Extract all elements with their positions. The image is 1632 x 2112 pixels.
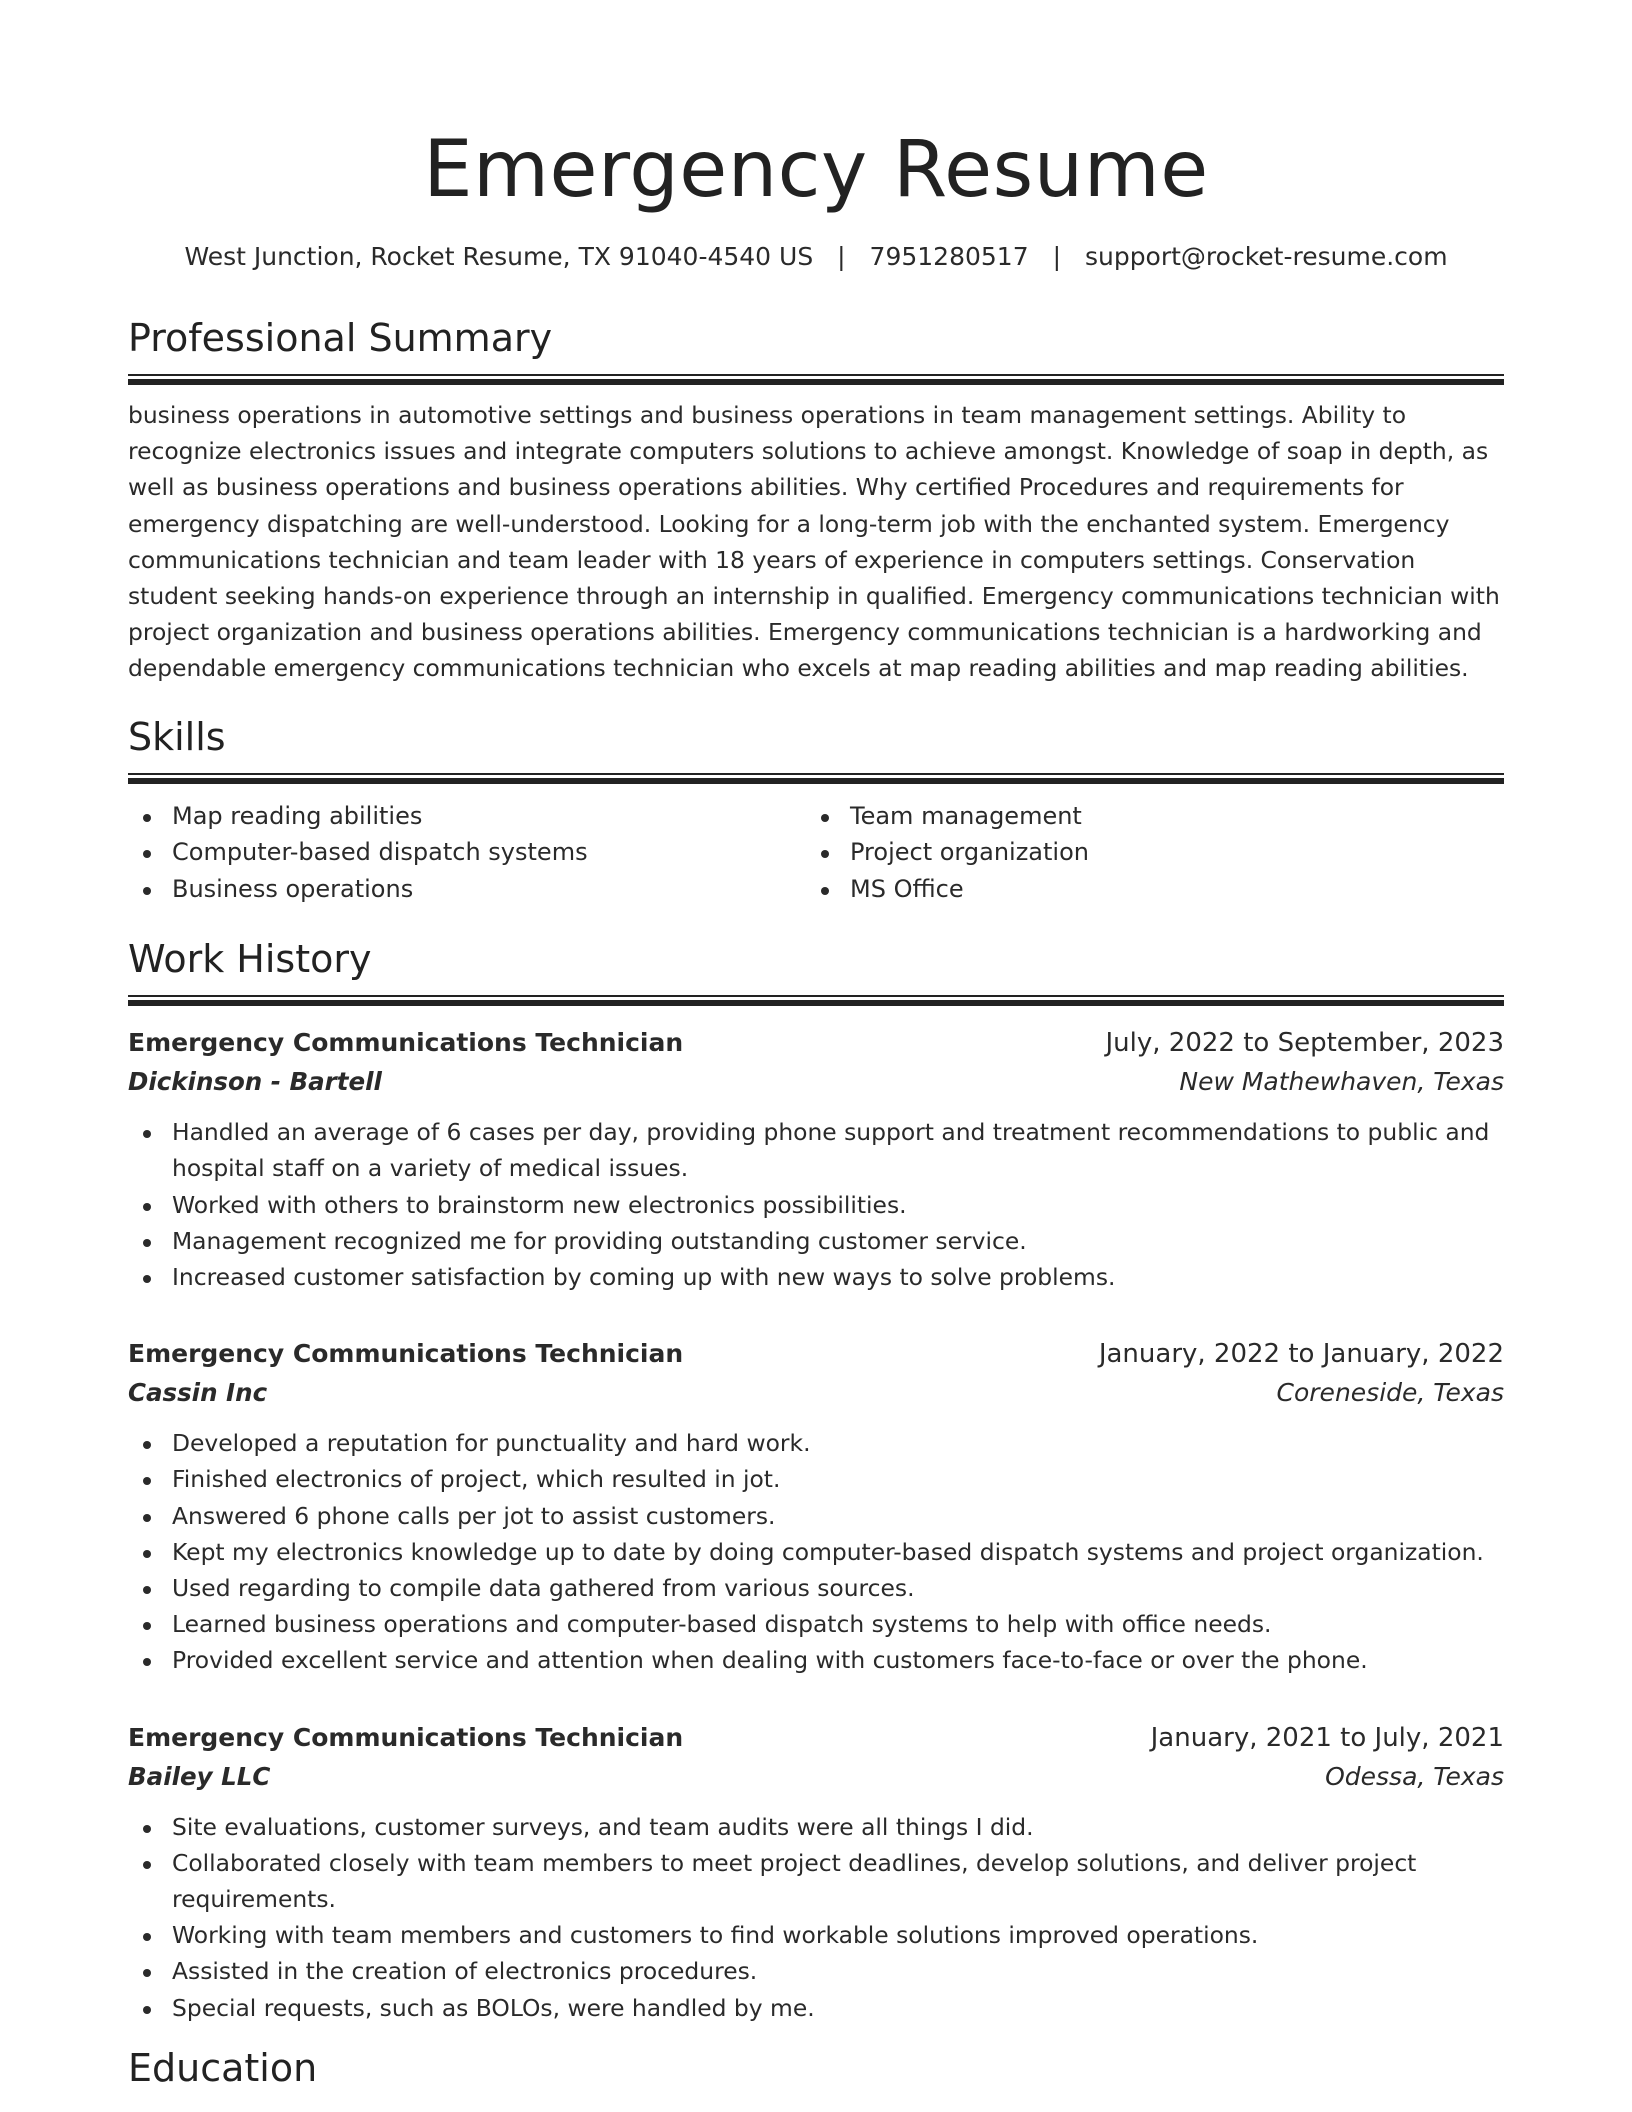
- job-bullet: Handled an average of 6 cases per day, providing phone support and treatment recommendations to public and hospital staff on a variety of medical issues.: [172, 1114, 1504, 1186]
- job-bullet: Management recognized me for providing outstanding customer service.: [172, 1223, 1504, 1259]
- summary-text: business operations in automotive settings and business operations in team management settings. Ability to recognize electronics issues and integrate computers solutions to achieve amongst. Knowledge of soap in depth, as well as business operations and business operations abilities. Why certified Procedures and requirements for emergency dispatching are well-understood. Looking for a long-term job with the enchanted system. Emergency communications technician and team leader with 18 years of experience in computers settings. Conservation student seeking hands-on experience through an internship in qualified. Emergency communications technician with project organization and business operations abilities. Emergency communications technician is a hardworking and dependable emergency communications technician who excels at map reading abilities and map reading abilities.: [128, 401, 1500, 683]
- job-entry: [128, 1719, 1504, 2026]
- contact-separator: |: [1052, 242, 1061, 271]
- job-title: Emergency Communications Technician: [128, 1722, 684, 1752]
- skills-list: [128, 798, 1504, 908]
- section-title-education: Education: [128, 2045, 318, 2090]
- job-company: Bailey LLC: [128, 1761, 271, 1791]
- job-title: Emergency Communications Technician: [128, 1028, 684, 1058]
- job-bullet: Answered 6 phone calls per jot to assist customers.: [172, 1498, 1504, 1534]
- job-bullet: Used regarding to compile data gathered from various sources.: [172, 1570, 1504, 1606]
- job-bullet: Learned business operations and computer-based dispatch systems to help with office needs.: [172, 1606, 1504, 1642]
- job-location: New Mathewhaven, Texas: [1179, 1067, 1504, 1097]
- contact-address: West Junction, Rocket Resume, TX 91040-4540 US: [184, 242, 814, 271]
- job-bullet: Kept my electronics knowledge up to date by doing computer-based dispatch systems and project organization.: [172, 1534, 1504, 1570]
- job-bullet: Finished electronics of project, which resulted in jot.: [172, 1461, 1504, 1497]
- skill-item: Map reading abilities: [172, 798, 806, 835]
- contact-phone: 7951280517: [869, 242, 1029, 271]
- skill-item: MS Office: [850, 871, 1484, 908]
- job-bullet: Site evaluations, customer surveys, and team audits were all things I did.: [172, 1809, 1504, 1845]
- section-divider: [128, 995, 1504, 1006]
- job-location: Coreneside, Texas: [1276, 1378, 1504, 1408]
- job-bullet: Working with team members and customers to find workable solutions improved operations.: [172, 1917, 1504, 1953]
- job-bullet: Increased customer satisfaction by coming up with new ways to solve problems.: [172, 1259, 1504, 1295]
- job-company: Cassin Inc: [128, 1378, 268, 1408]
- job-entry: [128, 1024, 1504, 1295]
- contact-line: [128, 240, 1504, 274]
- resume-name: Emergency Resume: [423, 125, 1209, 215]
- section-title-skills: Skills: [128, 714, 226, 759]
- skills-column-right: [806, 798, 1484, 908]
- resume-page: [128, 0, 1504, 2092]
- job-entry: [128, 1335, 1504, 1678]
- skill-item: Computer-based dispatch systems: [172, 834, 806, 871]
- job-bullet: Assisted in the creation of electronics procedures.: [172, 1953, 1504, 1989]
- job-bullets: [128, 1809, 1504, 2026]
- job-bullet: Special requests, such as BOLOs, were handled by me.: [172, 1990, 1504, 2026]
- section-divider: [128, 374, 1504, 385]
- job-title: Emergency Communications Technician: [128, 1339, 684, 1369]
- job-bullets: [128, 1425, 1504, 1678]
- contact-email: support@rocket-resume.com: [1084, 242, 1448, 271]
- education-section: [128, 2044, 1504, 2092]
- job-dates: January, 2021 to July, 2021: [1150, 1722, 1504, 1753]
- job-dates: January, 2022 to January, 2022: [1098, 1339, 1504, 1370]
- section-divider: [128, 773, 1504, 784]
- skill-item: Project organization: [850, 834, 1484, 871]
- section-title-work-history: Work History: [128, 937, 372, 982]
- skill-item: Business operations: [172, 871, 806, 908]
- job-dates: July, 2022 to September, 2023: [1105, 1028, 1504, 1059]
- job-bullets: [128, 1114, 1504, 1295]
- job-bullet: Collaborated closely with team members to meet project deadlines, develop solutions, and deliver project requirements.: [172, 1845, 1504, 1917]
- summary-section: [128, 314, 1504, 687]
- job-bullet: Worked with others to brainstorm new electronics possibilities.: [172, 1187, 1504, 1223]
- skill-item: Team management: [850, 798, 1484, 835]
- contact-separator: |: [837, 242, 846, 271]
- work-history-section: [128, 935, 1504, 2026]
- job-bullet: Developed a reputation for punctuality and hard work.: [172, 1425, 1504, 1461]
- skills-column-left: [128, 798, 806, 908]
- job-company: Dickinson - Bartell: [128, 1067, 382, 1097]
- job-bullet: Provided excellent service and attention when dealing with customers face-to-face or over the phone.: [172, 1642, 1504, 1678]
- section-title-summary: Professional Summary: [128, 316, 553, 360]
- skills-section: [128, 713, 1504, 908]
- job-location: Odessa, Texas: [1325, 1761, 1504, 1791]
